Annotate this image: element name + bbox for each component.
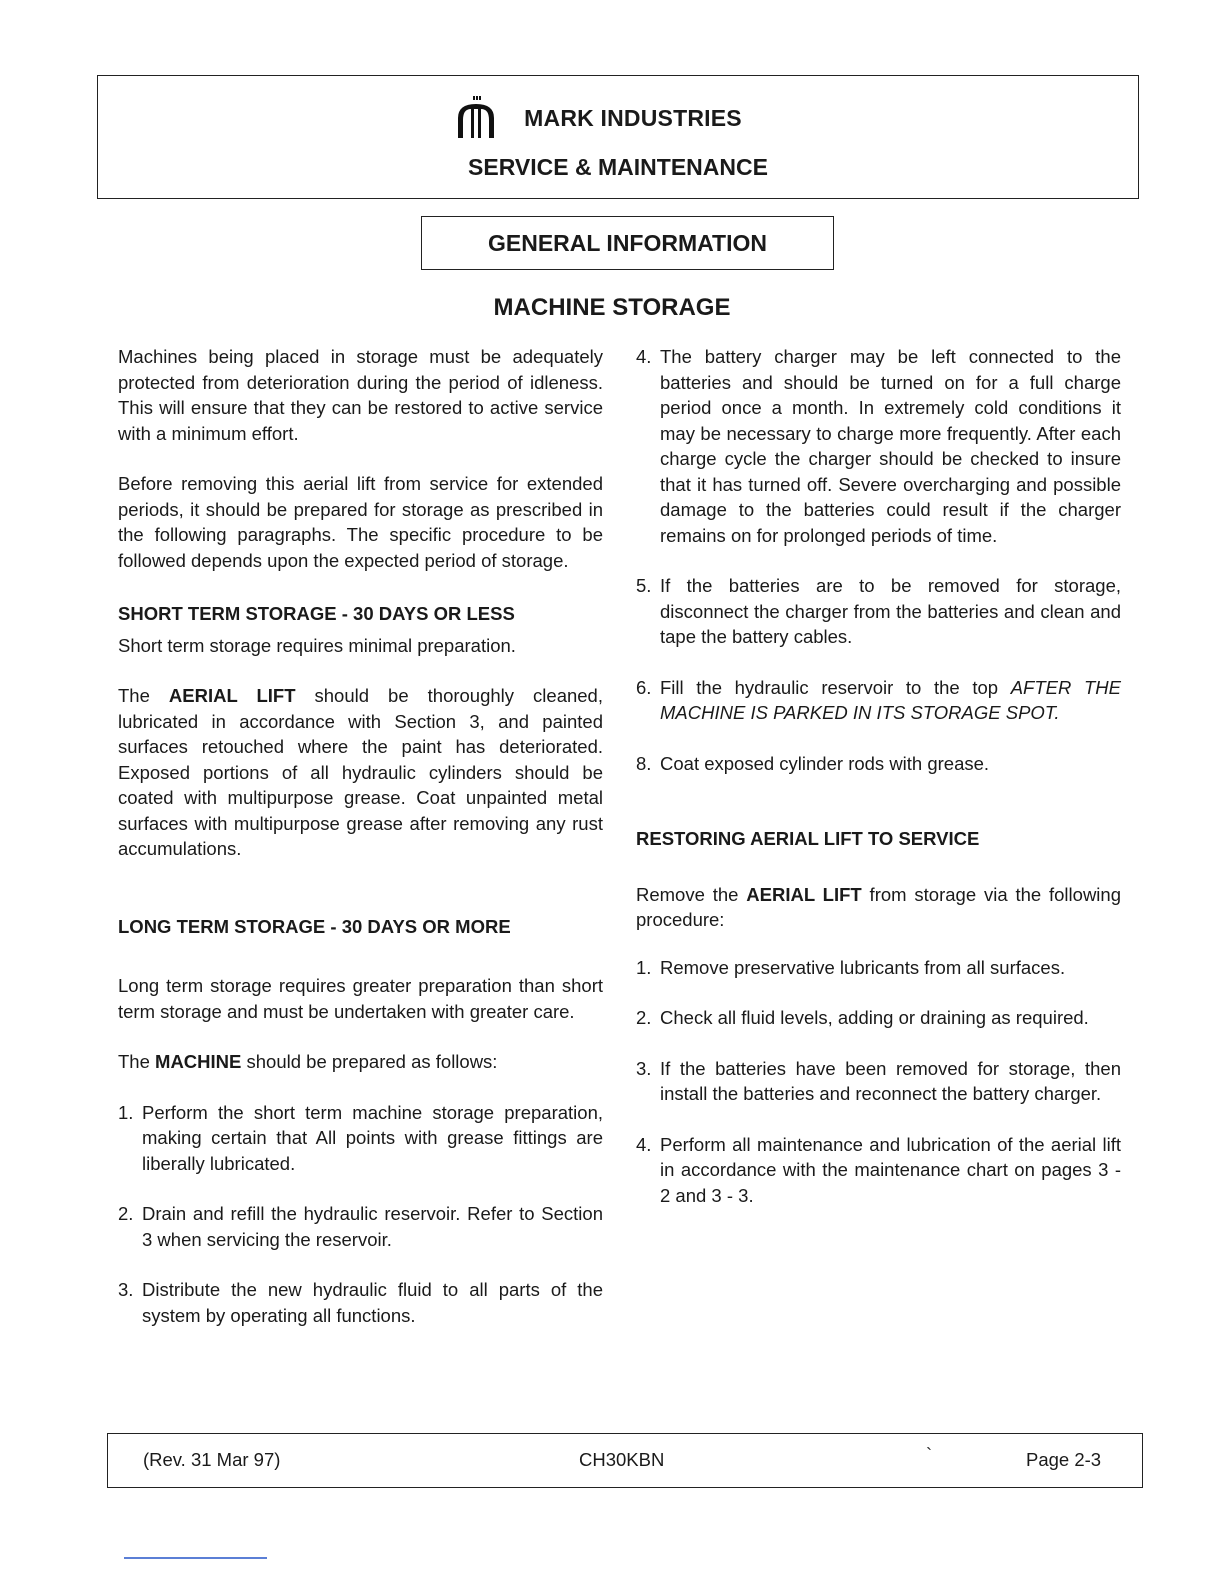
list-item: 1. Remove preservative lubricants from all surfaces.: [636, 956, 1066, 978]
list-item: 5. If the batteries are to be removed for storage, disconnect the charger from the batteries and clean and tape the battery cables.: [636, 575, 1121, 647]
stray-mark: `: [926, 1444, 933, 1465]
list-item: 3. Distribute the new hydraulic fluid to all parts of the system by operating all functions.: [118, 1279, 603, 1326]
machine-term: MACHINE: [155, 1051, 242, 1072]
short-term-heading: SHORT TERM STORAGE - 30 DAYS OR LESS: [118, 603, 515, 624]
page-footer: [107, 1433, 1143, 1488]
short-term-paragraph: The AERIAL LIFT should be thoroughly cleaned, lubricated in accordance with Section 3, and painted surfaces retouched where the paint has deteriorated. Exposed portions of all hydraulic cylinders should be coated with multipurpose grease. Coat unpainted metal surfaces with multipurpose grease after removing any rust accumulations.: [118, 685, 603, 859]
long-term-heading: LONG TERM STORAGE - 30 DAYS OR MORE: [118, 915, 511, 937]
mark-industries-logo-icon: [454, 96, 498, 140]
brand-name: MARK INDUSTRIES: [524, 104, 742, 131]
revision-date: (Rev. 31 Mar 97): [143, 1449, 281, 1470]
section-label: GENERAL INFORMATION: [421, 216, 834, 270]
short-term-intro: Short term storage requires minimal preparation.: [118, 634, 516, 656]
aerial-lift-term: AERIAL LIFT: [168, 685, 296, 706]
scan-artifact-line: [124, 1557, 267, 1559]
intro-paragraph: Machines being placed in storage must be adequately protected from deterioration during the period of idleness. This will ensure that they can be restored to active service with a minimum effort.: [118, 346, 603, 444]
right-column: [636, 344, 1121, 1208]
long-term-intro: Long term storage requires greater preparation than short term storage and must be undertaken with greater care.: [118, 975, 603, 1022]
page-header: [97, 75, 1139, 199]
list-item: 8. Coat exposed cylinder rods with grease.: [636, 752, 990, 774]
list-item: 6. Fill the hydraulic reservoir to the top AFTER THE MACHINE IS PARKED IN ITS STORAGE SPOT.: [636, 676, 1122, 723]
page-title: MACHINE STORAGE: [493, 294, 731, 321]
list-item: 2. Check all fluid levels, adding or draining as required.: [636, 1007, 1089, 1028]
model-number: CH30KBN: [579, 1449, 665, 1470]
intro-paragraph: Before removing this aerial lift from service for extended periods, it should be prepared for storage as prescribed in the following paragraphs. The specific procedure to be followed depends upon the expected period of storage.: [118, 473, 603, 571]
list-item: 4. The battery charger may be left connected to the batteries and should be turned on for a full charge period once a month. In extremely cold conditions it may be necessary to charge more frequently. After each charge cycle the charger should be checked to insure that it has turned off. Severe overcharging and possible damage to the batteries could result if the charger remains on for prolonged periods of time.: [636, 346, 1121, 546]
page-number: Page 2-3: [1026, 1449, 1102, 1470]
restoring-heading: RESTORING AERIAL LIFT TO SERVICE: [636, 828, 980, 849]
list-item: 1. Perform the short term machine storage preparation, making certain that All points with grease fittings are liberally lubricated.: [118, 1101, 603, 1174]
brand-row: [98, 98, 1138, 138]
machine-paragraph: The MACHINE should be prepared as follows:: [118, 1051, 498, 1072]
left-column: [118, 344, 603, 1328]
list-item: 2. Drain and refill the hydraulic reservoir. Refer to Section 3 when servicing the reservoir.: [118, 1203, 603, 1250]
list-item: 4. Perform all maintenance and lubrication of the aerial lift in accordance with the maintenance chart on pages 3 - 2 and 3 - 3.: [636, 1133, 1121, 1206]
list-item: 3. If the batteries have been removed for storage, then install the batteries and reconnect the battery charger.: [636, 1057, 1121, 1104]
restoring-paragraph: Remove the AERIAL LIFT from storage via the following procedure:: [636, 883, 1121, 930]
storage-spot-note: AFTER THE MACHINE IS PARKED IN ITS STORAGE SPOT.: [660, 676, 1122, 723]
header-subtitle: SERVICE & MAINTENANCE: [468, 154, 768, 180]
aerial-lift-term: AERIAL LIFT: [746, 883, 862, 905]
